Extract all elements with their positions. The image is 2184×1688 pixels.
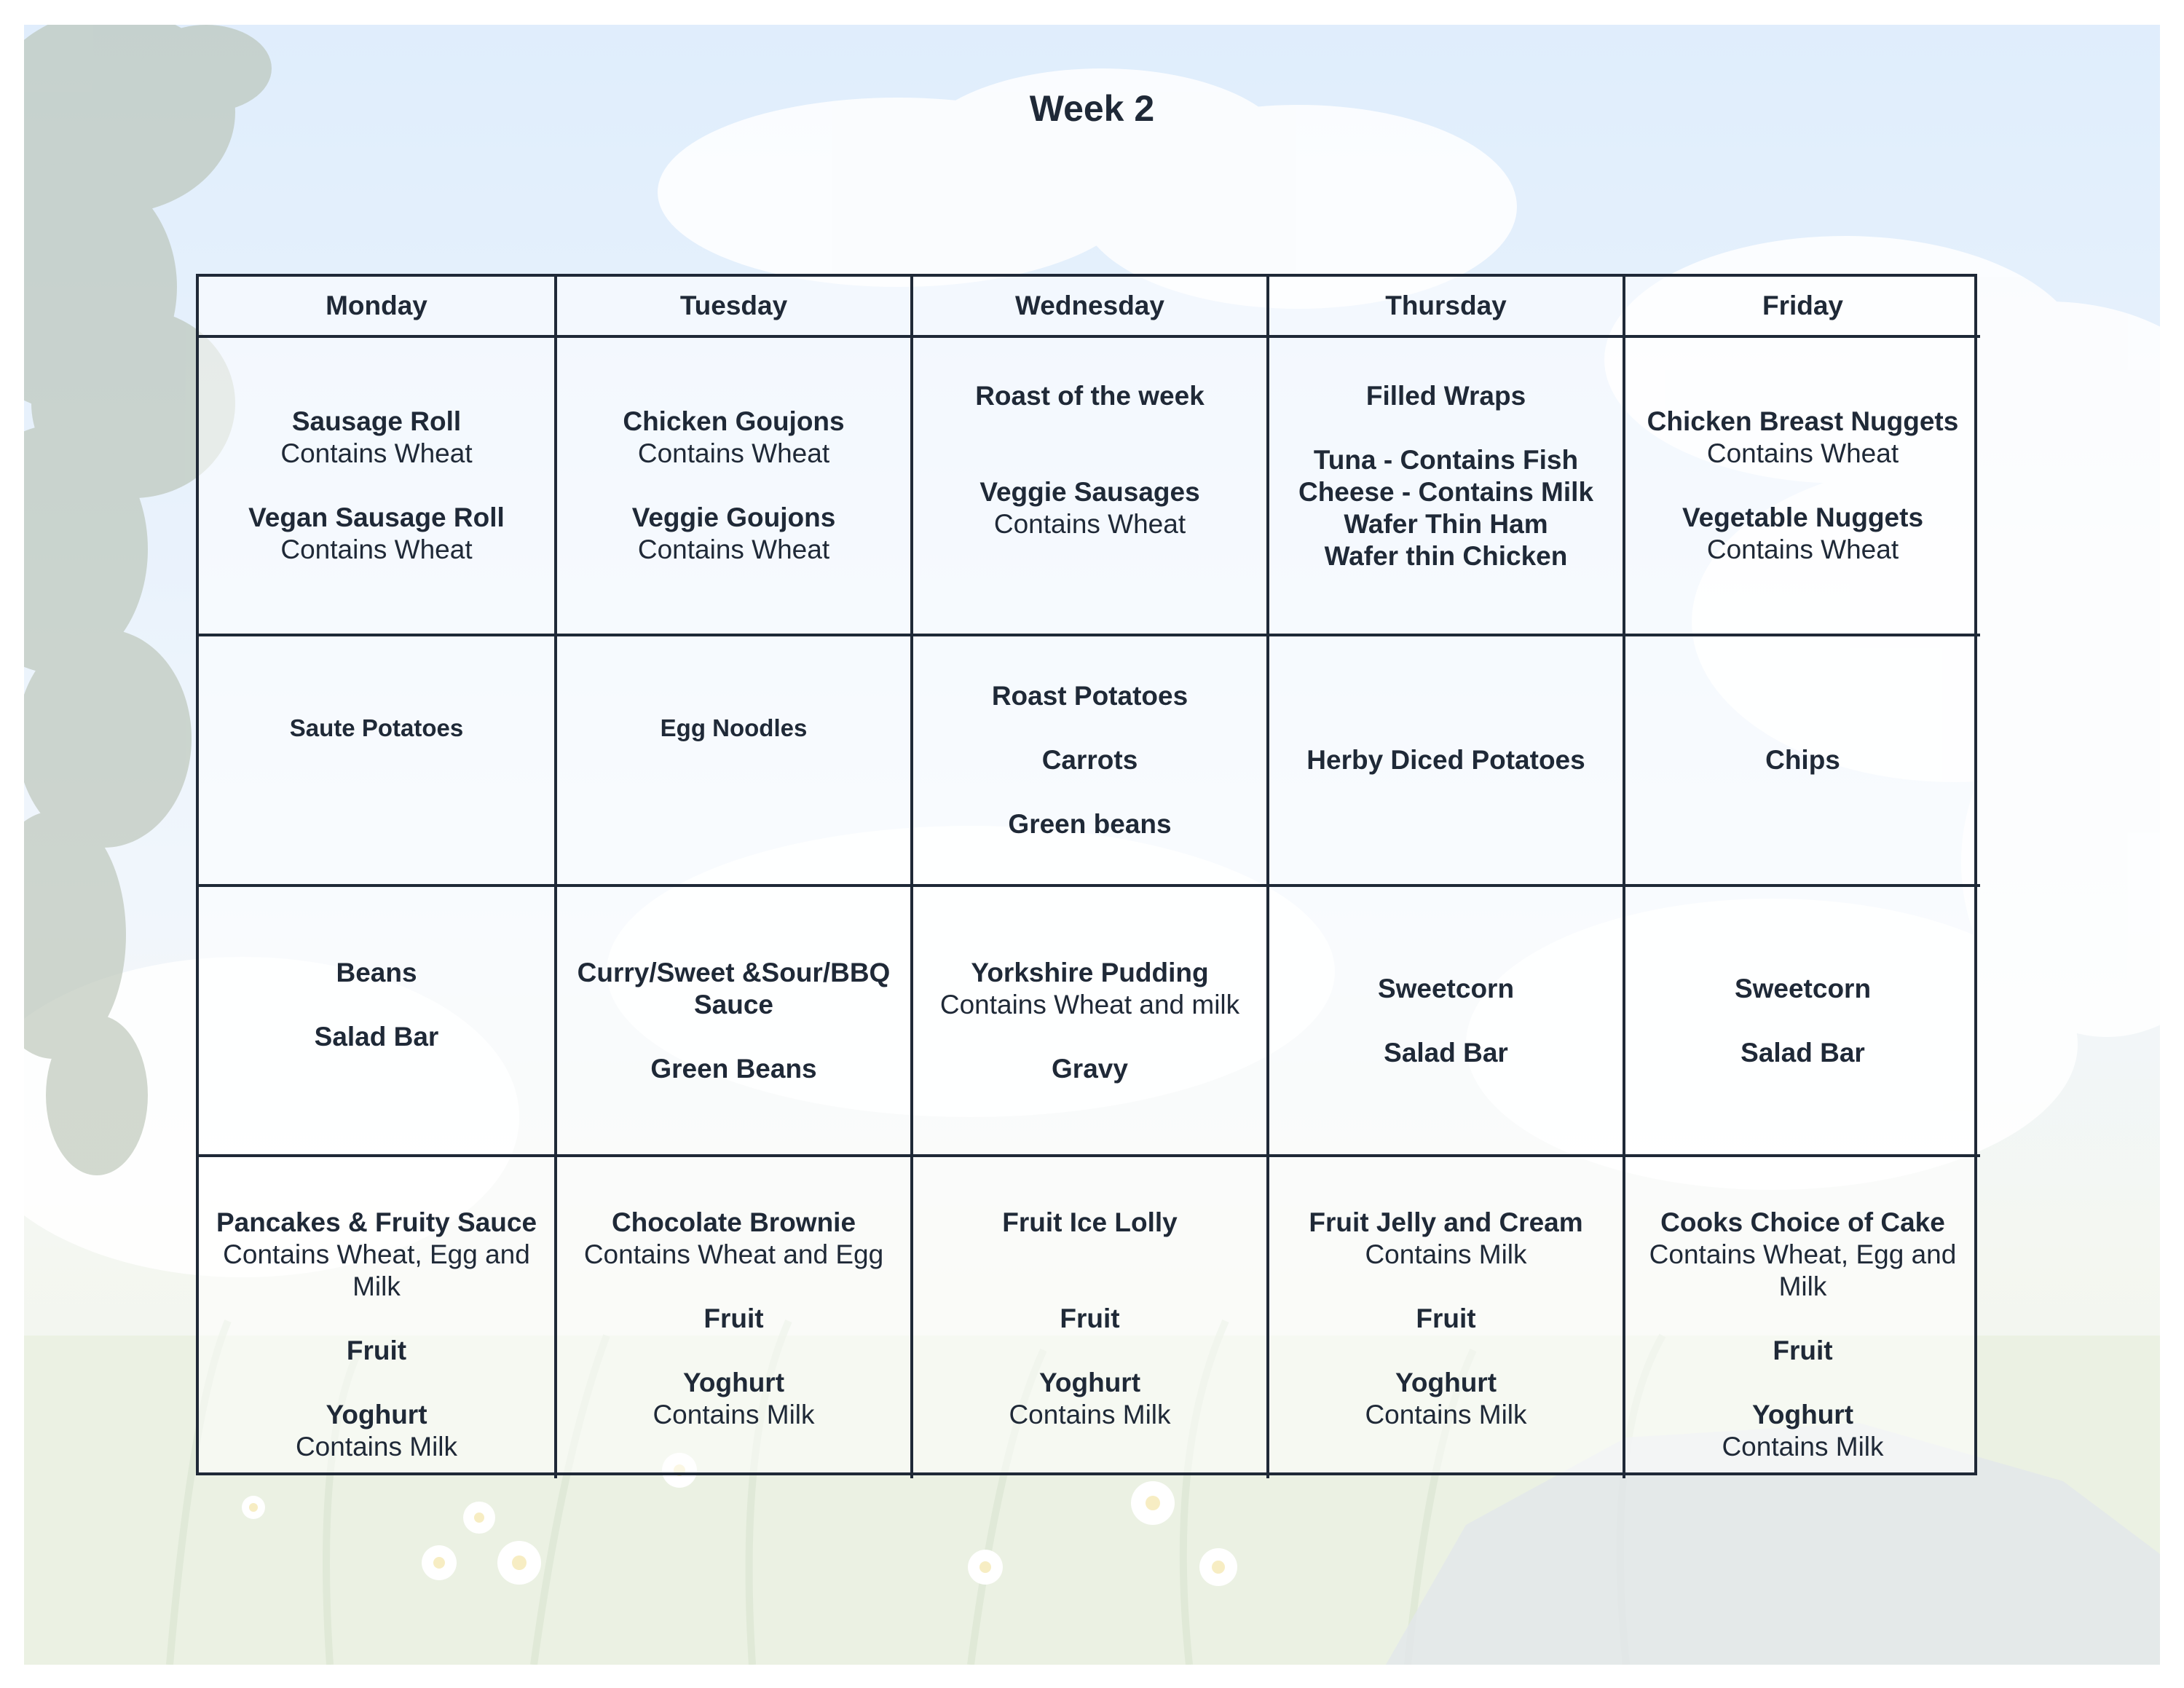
- allergen-note: Contains Milk: [1365, 1239, 1527, 1269]
- allergen-note: Contains Wheat: [637, 438, 830, 468]
- allergen-note: Contains Wheat: [280, 438, 473, 468]
- main-item: Filled Wraps: [1365, 381, 1526, 411]
- carb-friday: [1625, 636, 1980, 887]
- side-item: Gravy: [1052, 1053, 1128, 1084]
- main-item: Chicken Goujons: [623, 406, 845, 436]
- allergen-note: Contains Wheat: [993, 509, 1186, 539]
- wrap-filling: Cheese - Contains Milk: [1298, 477, 1594, 507]
- allergen-note: Contains Wheat, Egg and Milk: [223, 1239, 530, 1301]
- dessert-friday: [1625, 1157, 1980, 1478]
- main-item: Veggie Goujons: [631, 502, 836, 532]
- side-item: Beans: [336, 957, 417, 987]
- dessert-item: Fruit: [1773, 1336, 1833, 1365]
- allergen-note: Contains Milk: [1722, 1432, 1884, 1462]
- allergen-note: Contains Milk: [653, 1400, 815, 1429]
- dessert-item: Fruit: [703, 1304, 764, 1333]
- side-item: Sweetcorn: [1734, 973, 1872, 1003]
- carb-item: Carrots: [1041, 745, 1138, 775]
- menu-page: [24, 25, 2160, 1665]
- carb-item: Roast Potatoes: [991, 681, 1188, 711]
- page-title: Week 2: [1029, 88, 1155, 129]
- carb-item: Chips: [1765, 745, 1840, 775]
- main-monday: [199, 338, 557, 636]
- wrap-filling: Wafer thin Chicken: [1324, 541, 1568, 571]
- dessert-item: Fruit Ice Lolly: [1002, 1207, 1178, 1237]
- dessert-tuesday: [557, 1157, 913, 1478]
- main-item: Roast of the week: [975, 381, 1205, 411]
- main-tuesday: [557, 338, 913, 636]
- allergen-note: Contains Wheat: [1706, 535, 1899, 564]
- side-item: Curry/Sweet &Sour/BBQ Sauce: [577, 957, 891, 1019]
- wrap-filling: Tuna - Contains Fish: [1313, 445, 1579, 475]
- carb-thursday: [1269, 636, 1625, 887]
- dessert-item: Yoghurt: [682, 1368, 785, 1397]
- allergen-note: Contains Wheat: [1706, 438, 1899, 468]
- dessert-item: Fruit: [346, 1336, 407, 1365]
- dessert-item: Cooks Choice of Cake: [1660, 1207, 1945, 1237]
- menu-table: [196, 274, 1977, 1475]
- side-item: Salad Bar: [1384, 1037, 1508, 1068]
- carb-item: Herby Diced Potatoes: [1306, 745, 1585, 775]
- carb-item: Saute Potatoes: [289, 714, 464, 741]
- side-tuesday: [557, 887, 913, 1157]
- dessert-item: Yoghurt: [1395, 1368, 1497, 1397]
- dessert-item: Chocolate Brownie: [611, 1207, 856, 1237]
- side-thursday: [1269, 887, 1625, 1157]
- dessert-wednesday: [913, 1157, 1269, 1478]
- carb-item: Green beans: [1008, 809, 1172, 839]
- main-thursday: [1269, 338, 1625, 636]
- carb-tuesday: [557, 636, 913, 887]
- dessert-item: Fruit: [1060, 1304, 1120, 1333]
- dessert-item: Yoghurt: [326, 1400, 427, 1429]
- side-wednesday: [913, 887, 1269, 1157]
- allergen-note: Contains Milk: [1365, 1400, 1527, 1429]
- side-item: Sweetcorn: [1377, 973, 1515, 1003]
- side-monday: [199, 887, 557, 1157]
- dessert-thursday: [1269, 1157, 1625, 1478]
- dessert-monday: [199, 1157, 557, 1478]
- header-thursday: Thursday: [1269, 277, 1625, 338]
- dessert-item: Fruit: [1416, 1304, 1476, 1333]
- carb-wednesday: [913, 636, 1269, 887]
- side-item: Salad Bar: [1741, 1037, 1865, 1068]
- side-item: Salad Bar: [314, 1021, 439, 1052]
- allergen-note: Contains Wheat: [280, 535, 473, 564]
- wrap-filling: Wafer Thin Ham: [1344, 509, 1548, 539]
- header-tuesday: Tuesday: [557, 277, 913, 338]
- main-item: Vegan Sausage Roll: [248, 502, 505, 532]
- allergen-note: Contains Wheat, Egg and Milk: [1649, 1239, 1957, 1301]
- allergen-note: Contains Wheat and Egg: [583, 1239, 884, 1269]
- main-item: Sausage Roll: [291, 406, 462, 436]
- side-friday: [1625, 887, 1980, 1157]
- dessert-item: Yoghurt: [1038, 1368, 1141, 1397]
- header-monday: Monday: [199, 277, 557, 338]
- carb-monday: [199, 636, 557, 887]
- allergen-note: Contains Milk: [295, 1432, 458, 1462]
- dessert-item: Pancakes & Fruity Sauce: [216, 1207, 537, 1237]
- dessert-item: Yoghurt: [1751, 1400, 1854, 1429]
- side-item: Green Beans: [650, 1053, 817, 1084]
- main-wednesday: [913, 338, 1269, 636]
- allergen-note: Contains Milk: [1009, 1400, 1171, 1429]
- header-wednesday: Wednesday: [913, 277, 1269, 338]
- main-item: Vegetable Nuggets: [1682, 502, 1924, 532]
- header-friday: Friday: [1625, 277, 1980, 338]
- dessert-item: Fruit Jelly and Cream: [1309, 1207, 1583, 1237]
- main-item: Chicken Breast Nuggets: [1647, 406, 1959, 436]
- main-friday: [1625, 338, 1980, 636]
- carb-item: Egg Noodles: [660, 714, 808, 741]
- allergen-note: Contains Wheat and milk: [939, 989, 1240, 1019]
- main-item: Veggie Sausages: [979, 477, 1200, 507]
- side-item: Yorkshire Pudding: [971, 957, 1209, 987]
- allergen-note: Contains Wheat: [637, 535, 830, 564]
